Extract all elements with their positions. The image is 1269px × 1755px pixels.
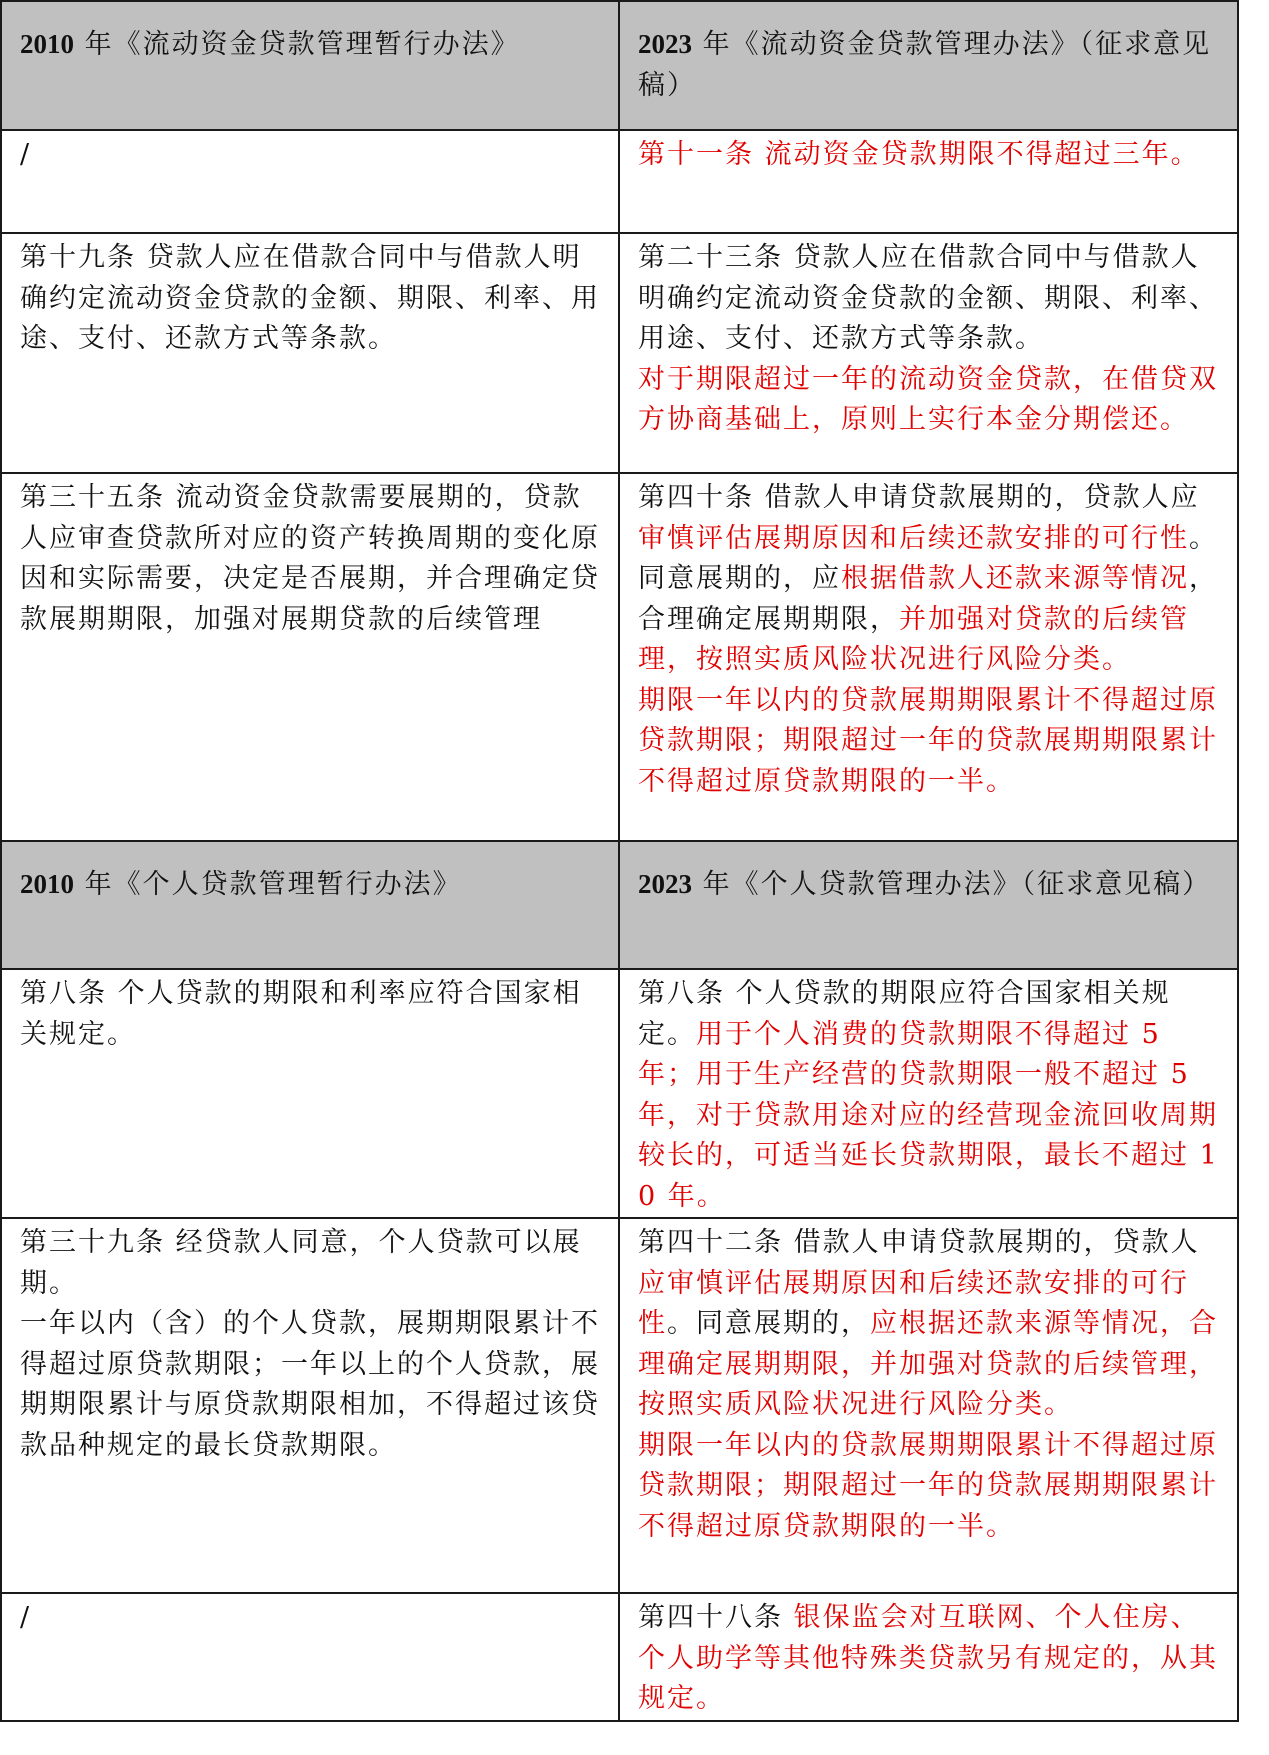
article-text: / bbox=[20, 139, 32, 170]
article-text: 第十九条 贷款人应在借款合同中与借款人明确约定流动资金贷款的金额、期限、利率、用途、支付、还款方式等条款。 bbox=[20, 242, 600, 354]
article-text: 第三十五条 流动资金贷款需要展期的，贷款人应审查贷款所对应的资产转换周期的变化原因和实际需要，决定是否展期，并合理确定贷款展期期限，加强对展期贷款的后续管理 bbox=[20, 482, 600, 635]
old-article-cell bbox=[1, 233, 619, 473]
old-article-cell bbox=[1, 1593, 619, 1721]
section1-header-right bbox=[619, 1, 1238, 130]
old-article-cell bbox=[1, 969, 619, 1218]
article-text: / bbox=[20, 1602, 32, 1633]
article-text: 第八条 个人贷款的期限和利率应符合国家相关规定。 bbox=[20, 978, 582, 1050]
header-title: 年《个人贷款管理办法》（征求意见稿） bbox=[692, 869, 1212, 900]
article-text-new: 根据借款人还款来源等情况 bbox=[841, 563, 1189, 594]
header-title: 年《流动资金贷款管理办法》（征求意见稿） bbox=[638, 29, 1212, 101]
new-article-cell bbox=[619, 1218, 1238, 1593]
article-text: 第二十三条 贷款人应在借款合同中与借款人明确约定流动资金贷款的金额、期限、利率、用途、支付、还款方式等条款。 bbox=[638, 242, 1218, 354]
article-text-new: 期限一年以内的贷款展期期限累计不得超过原贷款期限；期限超过一年的贷款展期期限累计不得超过原贷款期限的一半。 bbox=[638, 684, 1218, 797]
table-row bbox=[1, 473, 1238, 841]
header-year: 2023 bbox=[638, 29, 692, 59]
article-text-new: 第十一条 流动资金贷款期限不得超过三年。 bbox=[638, 139, 1200, 170]
table-row bbox=[1, 233, 1238, 473]
header-year: 2010 bbox=[20, 29, 74, 59]
section2-header-left bbox=[1, 841, 619, 969]
article-text: 第三十九条 经贷款人同意，个人贷款可以展期。 bbox=[20, 1227, 582, 1299]
new-article-cell bbox=[619, 473, 1238, 841]
article-text-new: 并加强对贷款的后续管理，按照实质风险状况进行风险分类。 bbox=[638, 603, 1189, 675]
article-text: 一年以内（含）的个人贷款，展期期限累计不得超过原贷款期限；一年以上的个人贷款，展期期限累计与原贷款期限相加，不得超过该贷款品种规定的最长贷款期限。 bbox=[20, 1308, 600, 1461]
article-text: 第四十条 借款人申请贷款展期的，贷款人应 bbox=[638, 482, 1200, 513]
header-title: 年《流动资金贷款管理暂行办法》 bbox=[74, 29, 520, 60]
article-text: 。同意展期的， bbox=[667, 1308, 870, 1339]
section2-header-right bbox=[619, 841, 1238, 969]
new-article-cell bbox=[619, 1593, 1238, 1721]
article-text: ，合理确定展期期限， bbox=[638, 563, 1218, 635]
new-article-cell bbox=[619, 233, 1238, 473]
new-article-cell bbox=[619, 969, 1238, 1218]
header-year: 2010 bbox=[20, 869, 74, 899]
table-row bbox=[1, 969, 1238, 1218]
old-article-cell bbox=[1, 1218, 619, 1593]
old-article-cell bbox=[1, 473, 619, 841]
table-row bbox=[1, 1593, 1238, 1721]
article-text-new: 审慎评估展期原因和后续还款安排的可行性 bbox=[638, 522, 1189, 554]
header-year: 2023 bbox=[638, 869, 692, 899]
article-text-new: 对于期限超过一年的流动资金贷款，在借贷双方协商基础上，原则上实行本金分期偿还。 bbox=[638, 363, 1218, 435]
article-text-new: 应审慎评估展期原因和后续还款安排的可行性 bbox=[638, 1267, 1189, 1339]
new-article-cell bbox=[619, 130, 1238, 233]
article-text-new: 银保监会对互联网、个人住房、个人助学等其他特殊类贷款另有规定的，从其规定。 bbox=[638, 1602, 1218, 1714]
header-title: 年《个人贷款管理暂行办法》 bbox=[74, 869, 462, 900]
article-text-new: 期限一年以内的贷款展期期限累计不得超过原贷款期限；期限超过一年的贷款展期期限累计不得超过原贷款期限的一半。 bbox=[638, 1429, 1218, 1542]
section1-header-row bbox=[1, 1, 1238, 130]
article-text: 。同意展期的，应 bbox=[638, 522, 1218, 594]
article-text: 第四十二条 借款人申请贷款展期的，贷款人 bbox=[638, 1227, 1200, 1258]
article-text: 第四十八条 bbox=[638, 1602, 794, 1633]
article-text-new: 用于个人消费的贷款期限不得超过 5 年；用于生产经营的贷款期限一般不超过 5 年，对于贷款用途对应的经营现金流回收周期较长的，可适当延长贷款期限，最长不超过 10 年。 bbox=[638, 1018, 1219, 1212]
old-article-cell bbox=[1, 130, 619, 233]
article-text-new: 应根据还款来源等情况，合理确定展期期限，并加强对贷款的后续管理，按照实质风险状况进行风险分类。 bbox=[638, 1308, 1218, 1420]
table-row bbox=[1, 1218, 1238, 1593]
section1-header-left bbox=[1, 1, 619, 130]
article-text: 第八条 个人贷款的期限应符合国家相关规定。 bbox=[638, 978, 1171, 1050]
table-row bbox=[1, 130, 1238, 233]
section2-header-row bbox=[1, 841, 1238, 969]
